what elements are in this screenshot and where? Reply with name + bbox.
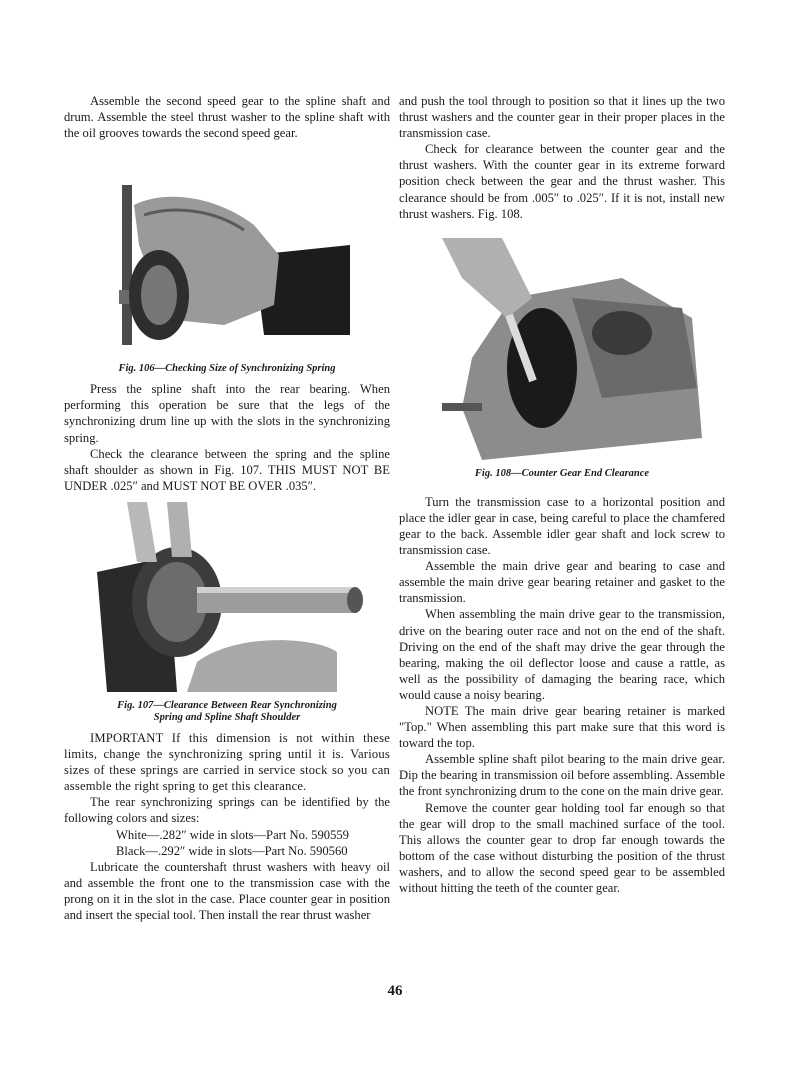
- paragraph: The rear synchronizing springs can be identified by the following colors and sizes:: [64, 795, 390, 826]
- figure-106-photo: [104, 185, 350, 355]
- figure-108-caption: Fig. 108—Counter Gear End Clearance: [474, 467, 650, 479]
- paragraph: Assemble the second speed gear to the spline shaft and drum. Assemble the steel thrust washer to the spline shaft with the oil grooves towards the second speed gear.: [64, 94, 390, 141]
- paragraph: NOTE The main drive gear bearing retainer is marked "Top." When assembling this part make sure that this word is toward the top.: [399, 703, 725, 751]
- counter-gear-illustration: [422, 238, 702, 460]
- figure-107-photo: [87, 502, 367, 692]
- paragraph: Remove the counter gear holding tool far enough so that the gear will drop to the small machined surface of the tool. This allows the counter gear to drop far enough towards the bottom of the case without disturbing the position of the thrust washers, and to allow the second speed gear to be assembled without hitting the teeth of the counter gear.: [399, 800, 725, 895]
- figure-107-caption-line1: Fig. 107—Clearance Between Rear Synchronizing: [117, 699, 337, 711]
- paragraph: Lubricate the countershaft thrust washers with heavy oil and assemble the front one to the transmission case with the prong on it in the slot in the case. Place counter gear in position and insert the special tool. Then install the rear thrust washer: [64, 859, 390, 922]
- paragraph: Assemble spline shaft pilot bearing to the main drive gear. Dip the bearing in transmission oil before assembling. Assemble the front synchronizing drum to the cone on the main drive gear.: [399, 752, 725, 799]
- paragraph: When assembling the main drive gear to the transmission, drive on the bearing outer race and not on the end of the shaft. Driving on the end of the shaft may drive the gear through the bearing, making the oil deflector loose and cause a rattle, as well as the possibility of damaging the bearing race, which would cause a noisy bearing.: [399, 607, 725, 702]
- left-column: [64, 93, 390, 923]
- hand-holding-gauge-illustration: [104, 185, 350, 355]
- bearing-clearance-illustration: [87, 502, 367, 692]
- right-column: [399, 93, 725, 896]
- part-white: White—.282″ wide in slots—Part No. 590559: [116, 827, 349, 842]
- part-black: Black—.292″ wide in slots—Part No. 590560: [116, 843, 348, 858]
- figure-108-photo: [422, 238, 702, 460]
- paragraph: Assemble the main drive gear and bearing to case and assemble the main drive gear bearing retainer and gasket to the transmission.: [399, 559, 725, 606]
- figure-106-caption: Fig. 106—Checking Size of Synchronizing Spring: [118, 363, 336, 375]
- paragraph: Turn the transmission case to a horizontal position and place the idler gear in case, being careful to place the chamfered gear to the back. Assemble idler gear shaft and lock screw to transmission case.: [399, 494, 725, 558]
- page-number: 46: [387, 983, 403, 999]
- paragraph: Press the spline shaft into the rear bearing. When performing this operation be sure that the legs of the synchronizing drum line up with the slots in the synchronizing spring.: [64, 382, 390, 445]
- paragraph: Check the clearance between the spring and the spline shaft shoulder as shown in Fig. 107. THIS MUST NOT BE UNDER .025″ and MUST NOT BE OVER .035″.: [64, 446, 390, 493]
- paragraph: and push the tool through to position so that it lines up the two thrust washers and the counter gear in their proper places in the transmission case.: [399, 94, 725, 141]
- figure-107-caption-line2: Spring and Spline Shaft Shoulder: [153, 711, 301, 723]
- paragraph: IMPORTANT If this dimension is not within these limits, change the synchronizing spring until it is. Various sizes of these springs are carried in service stock so you can assemble the right spring to get this clearance.: [64, 730, 390, 794]
- paragraph: Check for clearance between the counter gear and the thrust washers. With the counter gear in its extreme forward position check between the gear and the thrust washer. This clearance should be from .005″ to .025″. If it is not, install new thrust washers. Fig. 108.: [399, 142, 725, 221]
